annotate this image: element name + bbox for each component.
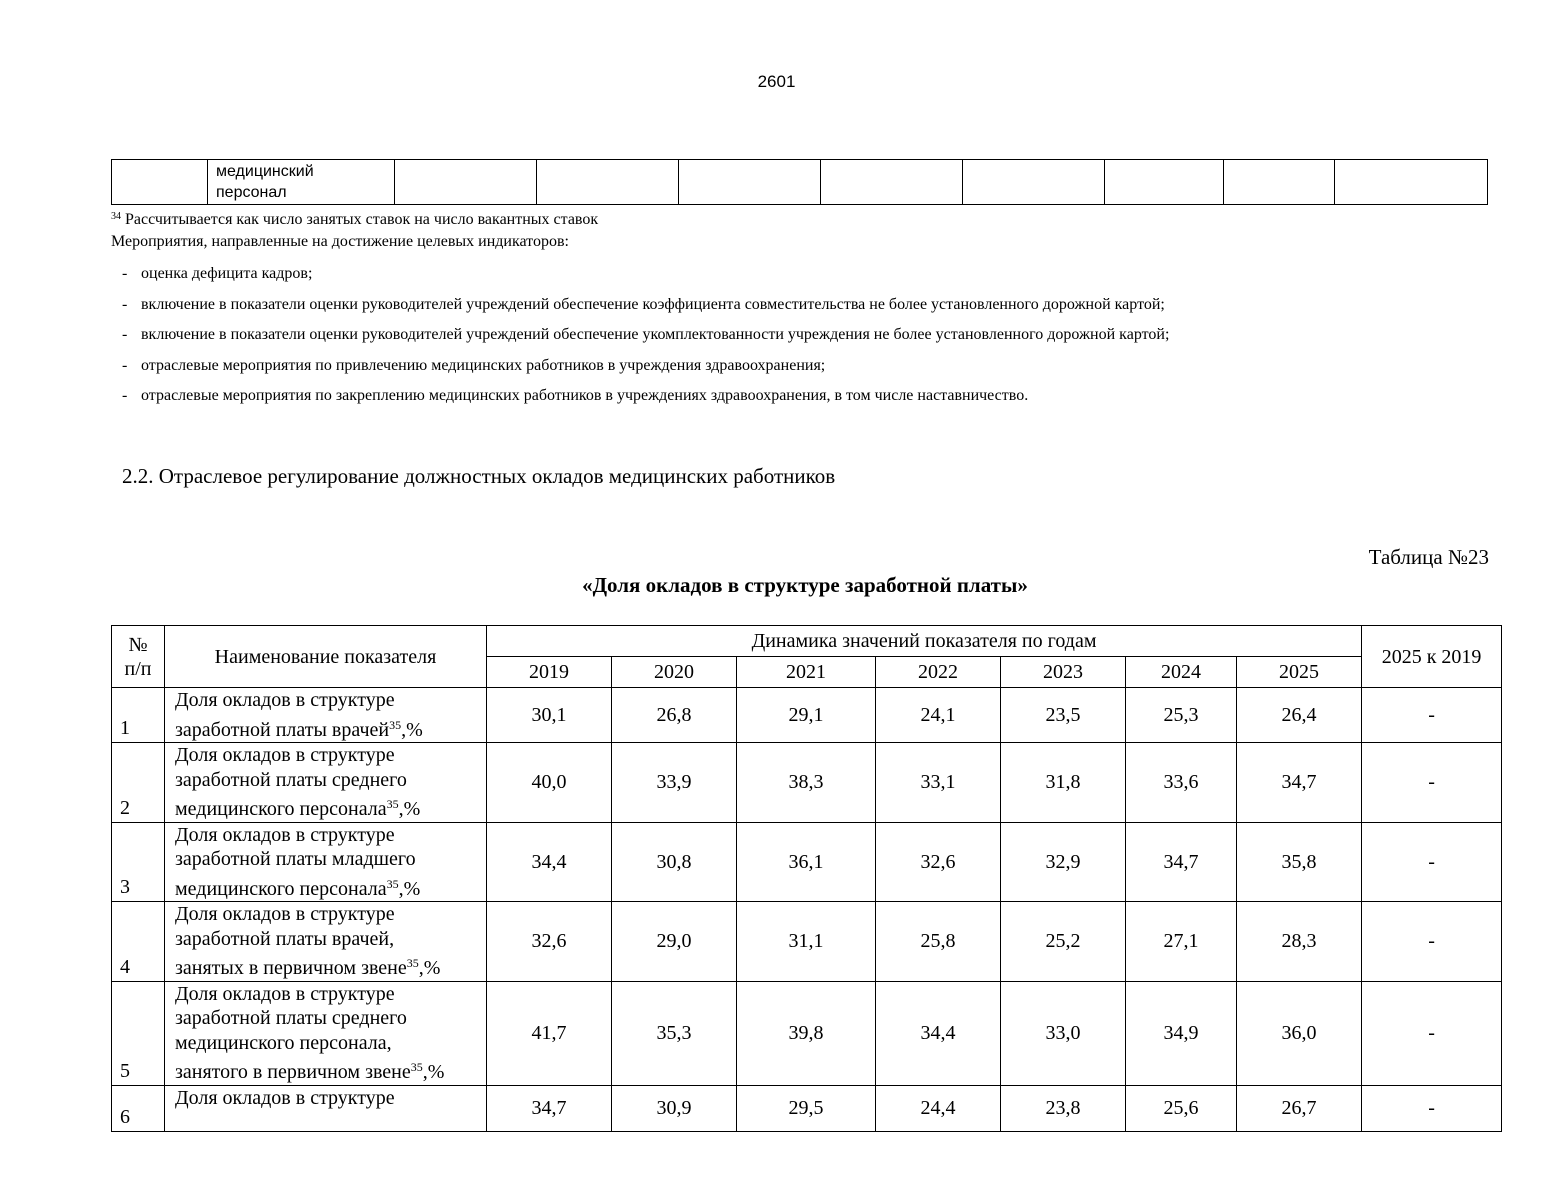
table-cell (821, 160, 963, 205)
row-number: 3 (112, 822, 165, 902)
indicator-name: Доля окладов в структуре заработной платы врачей$^{35}$,% (165, 688, 487, 743)
value-cell: 25,6 (1126, 1085, 1237, 1131)
list-item-text: включение в показатели оценки руководителей учреждений обеспечение укомплектованности учреждения не более установленного дорожной картой; (141, 326, 1170, 343)
list-dash: - (122, 356, 128, 374)
value-cell: 34,4 (487, 822, 612, 902)
value-cell: 31,1 (737, 902, 876, 982)
indicator-name: Доля окладов в структуре заработной платы младшего медицинского персонала$^{35}$,% (165, 822, 487, 902)
table-cell (963, 160, 1105, 205)
table-label: Таблица №23 (1368, 545, 1489, 569)
table-row (112, 688, 1502, 743)
value-cell: 36,0 (1237, 981, 1362, 1085)
list-item-text: отраслевые мероприятия по привлечению медицинских работников в учреждения здравоохранения; (141, 356, 826, 374)
footnote-ref: 35 (410, 1060, 423, 1074)
value-cell: 26,8 (612, 688, 737, 743)
value-cell: 23,8 (1001, 1085, 1126, 1131)
indicator-name: Доля окладов в структуре заработной платы среднего медицинского персонала$^{35}$,% (165, 743, 487, 823)
page-number: 2601 (757, 72, 796, 91)
list-item (122, 381, 1169, 412)
value-cell: 36,1 (737, 822, 876, 902)
list-dash: - (122, 295, 128, 313)
header-num: № п/п (112, 626, 165, 688)
table-cell: медицинский персонал (208, 160, 395, 205)
value-cell: 39,8 (737, 981, 876, 1085)
table-cell (395, 160, 537, 205)
value-cell: 33,0 (1001, 981, 1126, 1085)
value-cell: 25,8 (876, 902, 1001, 982)
row-number: 6 (112, 1085, 165, 1131)
footnote-marker: 34 (111, 211, 121, 222)
value-cell: 34,9 (1126, 981, 1237, 1085)
list-item-text: отраслевые мероприятия по закреплению медицинских работников в учреждениях здравоохранения, в том числе наставничество. (141, 387, 1029, 404)
value-cell: 32,6 (487, 902, 612, 982)
value-cell: 33,9 (612, 743, 737, 823)
footnote-ref: 35 (389, 717, 402, 732)
value-cell: 28,3 (1237, 902, 1362, 982)
list-item (122, 320, 1169, 351)
value-cell: 34,7 (487, 1085, 612, 1131)
header-year: 2023 (1001, 657, 1126, 688)
value-cell: 35,3 (612, 981, 737, 1085)
value-cell: 33,6 (1126, 743, 1237, 823)
table-row (112, 822, 1502, 902)
change-cell: - (1362, 743, 1502, 823)
table-row (112, 902, 1502, 982)
header-year: 2020 (612, 657, 737, 688)
value-cell: 29,5 (737, 1085, 876, 1131)
value-cell: 23,5 (1001, 688, 1126, 743)
value-cell: 24,1 (876, 688, 1001, 743)
table-title: «Доля окладов в структуре заработной платы» (582, 573, 1028, 597)
measures-intro: Мероприятия, направленные на достижение целевых индикаторов: (111, 233, 569, 250)
value-cell: 26,4 (1237, 688, 1362, 743)
change-cell: - (1362, 822, 1502, 902)
value-cell: 30,8 (612, 822, 737, 902)
value-cell: 29,0 (612, 902, 737, 982)
list-item-text: оценка дефицита кадров; (141, 265, 313, 282)
row-number: 1 (112, 688, 165, 743)
change-cell: - (1362, 902, 1502, 982)
change-cell: - (1362, 688, 1502, 743)
table-row (112, 743, 1502, 823)
header-row (112, 626, 1502, 657)
value-cell: 35,8 (1237, 822, 1362, 902)
value-cell: 41,7 (487, 981, 612, 1085)
row-number: 5 (112, 981, 165, 1085)
indicator-name: Доля окладов в структуре заработной платы среднего медицинского персонала, занятого в первичном звене$^{35}$,% (165, 981, 487, 1085)
footnote-ref: 35 (386, 797, 399, 811)
value-cell: 34,7 (1126, 822, 1237, 902)
header-year: 2019 (487, 657, 612, 688)
header-change: 2025 к 2019 (1362, 626, 1502, 688)
header-year: 2024 (1126, 657, 1237, 688)
change-cell: - (1362, 981, 1502, 1085)
value-cell: 32,9 (1001, 822, 1126, 902)
value-cell: 25,3 (1126, 688, 1237, 743)
value-cell: 40,0 (487, 743, 612, 823)
section-heading: 2.2. Отраслевое регулирование должностных окладов медицинских работников (122, 464, 836, 488)
table-row (112, 160, 1488, 205)
header-dynamics: Динамика значений показателя по годам (487, 626, 1362, 657)
value-cell: 29,1 (737, 688, 876, 743)
row-number: 4 (112, 902, 165, 982)
footnote-ref: 35 (386, 876, 399, 891)
table-cell (537, 160, 679, 205)
value-cell: 31,8 (1001, 743, 1126, 823)
value-cell: 26,7 (1237, 1085, 1362, 1131)
footnote (111, 207, 598, 230)
table-row (112, 981, 1502, 1085)
header-name: Наименование показателя (165, 626, 487, 688)
value-cell: 24,4 (876, 1085, 1001, 1131)
value-cell: 34,7 (1237, 743, 1362, 823)
value-cell: 27,1 (1126, 902, 1237, 982)
table-cell (1105, 160, 1224, 205)
list-dash: - (122, 326, 128, 343)
indicator-name: Доля окладов в структуре заработной платы врачей, занятых в первичном звене$^{35}$,% (165, 902, 487, 982)
list-dash: - (122, 387, 128, 404)
list-item (122, 259, 1169, 290)
value-cell: 34,4 (876, 981, 1001, 1085)
header-year: 2025 (1237, 657, 1362, 688)
table-row (112, 1085, 1502, 1131)
value-cell: 38,3 (737, 743, 876, 823)
value-cell: 30,9 (612, 1085, 737, 1131)
salary-share-table (111, 625, 1502, 1132)
header-year: 2021 (737, 657, 876, 688)
value-cell: 30,1 (487, 688, 612, 743)
measures-list (122, 259, 1169, 412)
indicator-name: Доля окладов в структуре (165, 1085, 487, 1131)
table-cell (112, 160, 208, 205)
list-item-text: включение в показатели оценки руководителей учреждений обеспечение коэффициента совместительства не более установленного дорожной картой; (141, 295, 1165, 313)
table-cell (1224, 160, 1335, 205)
previous-table-fragment (111, 159, 1488, 205)
list-item (122, 290, 1169, 321)
footnote-ref: 35 (406, 956, 419, 970)
value-cell: 33,1 (876, 743, 1001, 823)
table-cell (1335, 160, 1488, 205)
value-cell: 25,2 (1001, 902, 1126, 982)
list-dash: - (122, 265, 128, 282)
footnote-text: Рассчитывается как число занятых ставок на число вакантных ставок (121, 211, 599, 228)
table-cell (679, 160, 821, 205)
value-cell: 32,6 (876, 822, 1001, 902)
row-number: 2 (112, 743, 165, 823)
list-item (122, 351, 1169, 382)
header-year: 2022 (876, 657, 1001, 688)
change-cell: - (1362, 1085, 1502, 1131)
